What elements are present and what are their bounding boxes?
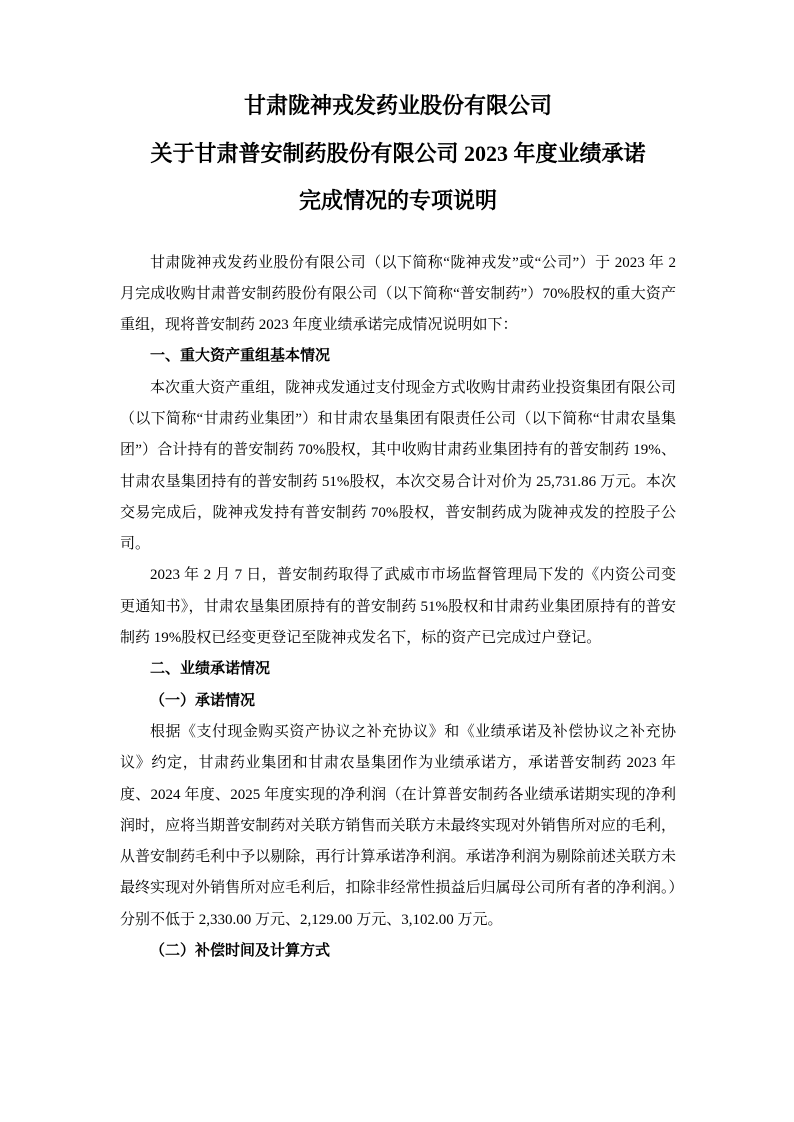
doc-body xyxy=(120,248,676,968)
doc-paragraph-registration: 2023 年 2 月 7 日，普安制药取得了武威市市场监督管理局下发的《内资公司变更通知书》，甘肃农垦集团原持有的普安制药 51%股权和甘肃药业集团原持有的普安制药 19%股权已经变更登记至陇神戎发名下，标的资产已完成过户登记。 xyxy=(120,567,676,647)
doc-paragraph-intro: 甘肃陇神戎发药业股份有限公司（以下简称“陇神戎发”或“公司”）于 2023 年 2 月完成收购甘肃普安制药股份有限公司（以下简称“普安制药”）70%股权的重大资产重组，现将普安制药 2023 年度业绩承诺完成情况说明如下： xyxy=(120,254,676,334)
doc-title xyxy=(120,82,676,225)
subsection-heading-2-2: （二）补偿时间及计算方式 xyxy=(150,943,331,960)
doc-title-line-1: 甘肃陇神戎发药业股份有限公司 xyxy=(243,93,552,118)
doc-title-line-2: 关于甘肃普安制药股份有限公司 2023 年度业绩承诺 xyxy=(150,140,646,166)
doc-title-line-3: 完成情况的专项说明 xyxy=(298,188,497,213)
doc-paragraph-restructuring: 本次重大资产重组，陇神戎发通过支付现金方式收购甘肃药业投资集团有限公司（以下简称“甘肃药业集团”）和甘肃农垦集团有限责任公司（以下简称“甘肃农垦集团”）合计持有的普安制药 70%股权，其中收购甘肃药业集团持有的普安制药 19%、甘肃农垦集团持有的普安制药 51%股权，本次交易合计对价为 25,731.86 万元。本次交易完成后，陇神戎发持有普安制药 70%股权，普安制药成为陇神戎发的控股子公司。 xyxy=(120,379,676,553)
section-heading-1: 一、重大资产重组基本情况 xyxy=(150,348,331,365)
section-heading-2: 二、业绩承诺情况 xyxy=(150,661,271,678)
doc-paragraph-commitment: 根据《支付现金购买资产协议之补充协议》和《业绩承诺及补偿协议之补充协议》约定，甘肃药业集团和甘肃农垦集团作为业绩承诺方，承诺普安制药 2023 年度、2024 年度、2025 年度实现的净利润（在计算普安制药各业绩承诺期实现的净利润时，应将当期普安制药对关联方销售而关联方未最终实现对外销售所对应的毛利，从普安制药毛利中予以剔除，再行计算承诺净利润。承诺净利润为剔除前述关联方未最终实现对外销售所对应毛利后，扣除非经常性损益后归属母公司所有者的净利润。）分别不低于 2,330.00 万元、2,129.00 万元、3,102.00 万元。 xyxy=(120,723,676,928)
subsection-heading-2-1: （一）承诺情况 xyxy=(150,692,256,709)
